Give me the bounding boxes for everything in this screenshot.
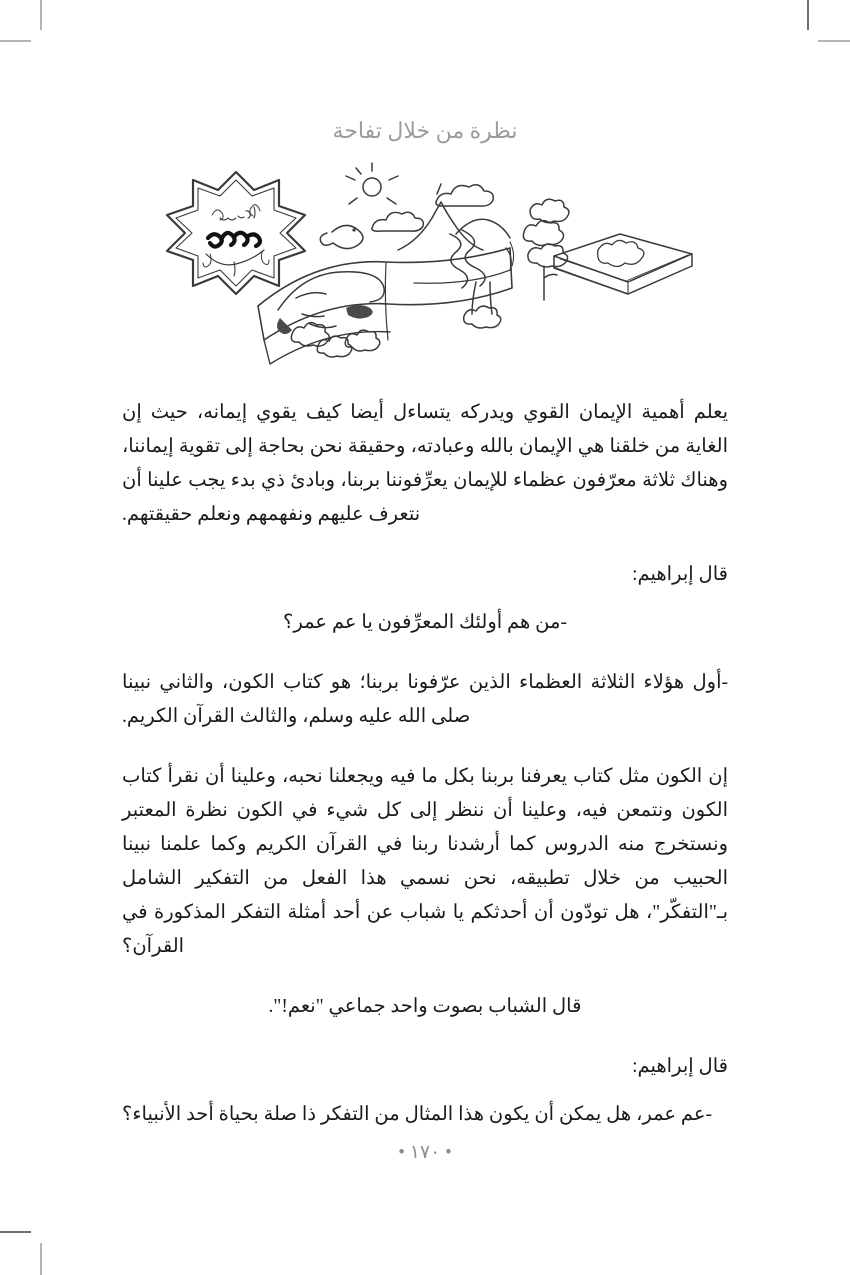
running-head: نظرة من خلال تفاحة xyxy=(332,118,518,143)
open-book-landscape-hill xyxy=(277,272,384,334)
open-book-with-landscape xyxy=(258,242,514,364)
chapter-illustration xyxy=(150,158,710,373)
closed-book-quran xyxy=(554,234,692,294)
page-body xyxy=(122,396,728,1149)
paragraph-1: يعلم أهمية الإيمان القوي ويدركه يتساءل أيضا كيف يقوي إيمانه، حيث إن الغاية من خلقنا هي الإيمان بالله وعبادته، وحقيقة نحن بحاجة إلى تقوية إيماننا، وهناك ثلاثة معرّفون عظماء للإيمان يعرِّفوننا بربنا، وبادئ ذي بدء يجب علينا أن نتعرف عليهم ونفهمهم ونعلم حقيقتهم. xyxy=(122,402,728,525)
page-folio: • ١٧٠ • xyxy=(398,1142,452,1163)
emblem-line-large xyxy=(208,233,260,247)
sun-icon xyxy=(346,163,398,204)
cloud-icon xyxy=(372,212,423,231)
crop-mark-top-left-vertical xyxy=(40,0,42,30)
paragraph-2-speaker: قال إبراهيم: xyxy=(632,564,728,585)
emblem-line-small xyxy=(220,207,255,220)
grass-icon xyxy=(464,306,501,328)
paragraph-6-dialogue: قال الشباب بصوت واحد جماعي "نعم!". xyxy=(268,996,582,1017)
paragraph-4: -أول هؤلاء الثلاثة العظماء الذين عرّفونا بربنا؛ هو كتاب الكون، والثاني نبينا صلى الله عليه وسلم، والثالث القرآن الكريم. xyxy=(122,672,728,727)
fish-icon xyxy=(320,225,363,248)
paragraph-3-dialogue: -من هم أولئك المعرِّفون يا عم عمر؟ xyxy=(283,612,567,633)
paragraph-5: إن الكون مثل كتاب يعرفنا بربنا بكل ما فيه ويجعلنا نحبه، وعلينا أن نقرأ كتاب الكون ونتمعن فيه، وعلينا أن ننظر إلى كل شيء في الكون نظرة المعتبر ونستخرج منه الدروس كما أرشدنا ربنا في القرآن الكريم وكما علمنا نبينا الحبيب من خلال تطبيقه، نحن نسمي هذا الفعل من التفكير الشامل بـ"التفكّر"، هل تودّون أن أحدثكم يا شباب عن أحد أمثلة التفكر المذكورة في القرآن؟ xyxy=(122,766,728,957)
paragraph-8: -عم عمر، هل يمكن أن يكون هذا المثال من التفكر ذا صلة بحياة أحد الأنبياء؟ xyxy=(122,1104,713,1125)
crop-mark-top-left-horizontal xyxy=(0,40,31,42)
paragraph-7-speaker: قال إبراهيم: xyxy=(632,1056,728,1077)
grass-icon xyxy=(291,323,379,357)
crop-mark-top-right-horizontal xyxy=(818,40,850,42)
eight-pointed-star-icon xyxy=(167,172,305,294)
crop-mark-top-right-vertical xyxy=(807,0,809,30)
cloud-icon xyxy=(436,185,493,206)
crop-mark-bottom-left-horizontal xyxy=(0,1231,31,1233)
crop-mark-bottom-left-vertical xyxy=(40,1243,42,1275)
tree-icon xyxy=(523,199,569,300)
